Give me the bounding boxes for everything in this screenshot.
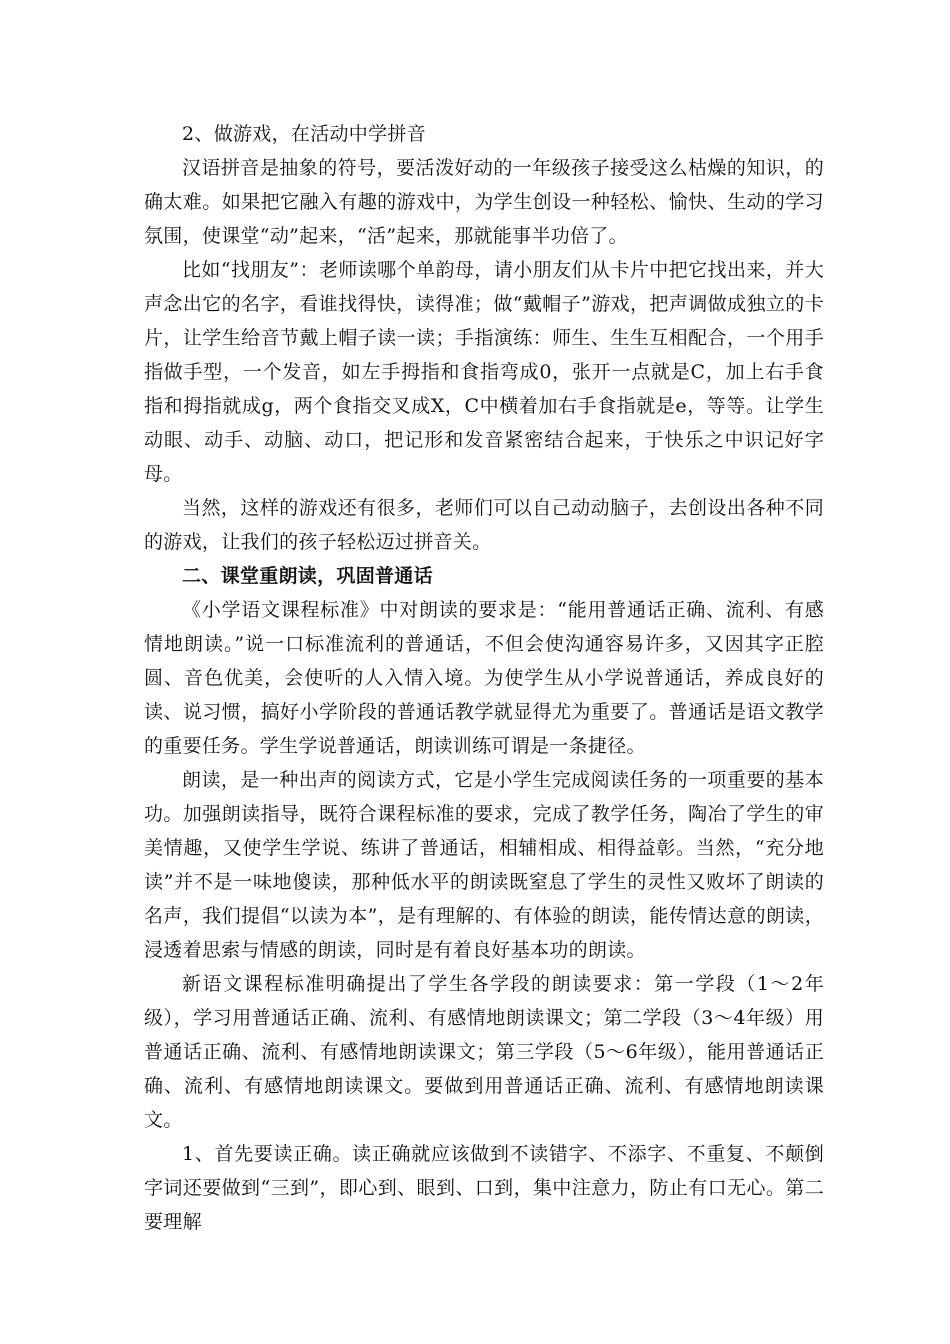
paragraph-pinyin-abstract: 汉语拼音是抽象的符号，要活泼好动的一年级孩子接受这么枯燥的知识，的确太难。如果把它融入有趣的游戏中，为学生创设一种轻松、愉快、生动的学习氛围，使课堂“动”起来，“活”起来，那就能事半功倍了。 bbox=[144, 157, 824, 247]
paragraph-find-friends-game: 比如“找朋友”：老师读哪个单韵母，请小朋友们从卡片中把它找出来，并大声念出它的名字，看谁找得快，读得准；做“戴帽子”游戏，把声调做成独立的卡片，让学生给音节戴上帽子读一读；手指演练：师生、生生互相配合，一个用手指做手型，一个发音，如左手拇指和食指弯成0，张开一点就是C，加上右手食指和拇指就成g，两个食指交叉成X，C中横着加右手食指就是e，等等。让学生动眼、动手、动脑、动口，把记形和发音紧密结合起来，于快乐之中识记好字母。 bbox=[144, 259, 824, 485]
paragraph-more-games: 当然，这样的游戏还有很多，老师们可以自己动动脑子，去创设出各种不同的游戏，让我们的孩子轻松迈过拼音关。 bbox=[144, 497, 824, 553]
paragraph-stage-requirements: 新语文课程标准明确提出了学生各学段的朗读要求：第一学段（1～2年级），学习用普通话正确、流利、有感情地朗读课文；第二学段（3～4年级）用普通话正确、流利、有感情地朗读课文；第三学段（5～6年级），能用普通话正确、流利、有感情地朗读课文。要做到用普通话正确、流利、有感情地朗读课文。 bbox=[144, 973, 824, 1131]
section-subheading-games: 2、做游戏，在活动中学拼音 bbox=[182, 123, 426, 145]
paragraph-reading-definition: 朗读，是一种出声的阅读方式，它是小学生完成阅读任务的一项重要的基本功。加强朗读指导，既符合课程标准的要求，完成了教学任务，陶冶了学生的审美情趣，又使学生学说、练讲了普通话，相辅相成、相得益彰。当然，“充分地读”并不是一味地傻读，那种低水平的朗读既窒息了学生的灵性又败坏了朗读的名声，我们提倡“以读为本”，是有理解的、有体验的朗读，能传情达意的朗读，浸透着思索与情感的朗读，同时是有着良好基本功的朗读。 bbox=[144, 769, 824, 961]
document-page bbox=[144, 117, 824, 1239]
paragraph-curriculum-standard: 《小学语文课程标准》中对朗读的要求是：“能用普通话正确、流利、有感情地朗读。”说一口标准流利的普通话，不但会使沟通容易许多，又因其字正腔圆、音色优美，会使听的人入情入境。为使学生从小学说普通话，养成良好的读、说习惯，搞好小学阶段的普通话教学就显得尤为重要了。普通话是语文教学的重要任务。学生学说普通话，朗读训练可谓是一条捷径。 bbox=[144, 599, 824, 757]
paragraph-read-correctly: 1、首先要读正确。读正确就应该做到不读错字、不添字、不重复、不颠倒字词还要做到“三到”，即心到、眼到、口到，集中注意力，防止有口无心。第二要理解 bbox=[144, 1143, 824, 1233]
section-heading-reading: 二、课堂重朗读，巩固普通话 bbox=[182, 565, 433, 587]
